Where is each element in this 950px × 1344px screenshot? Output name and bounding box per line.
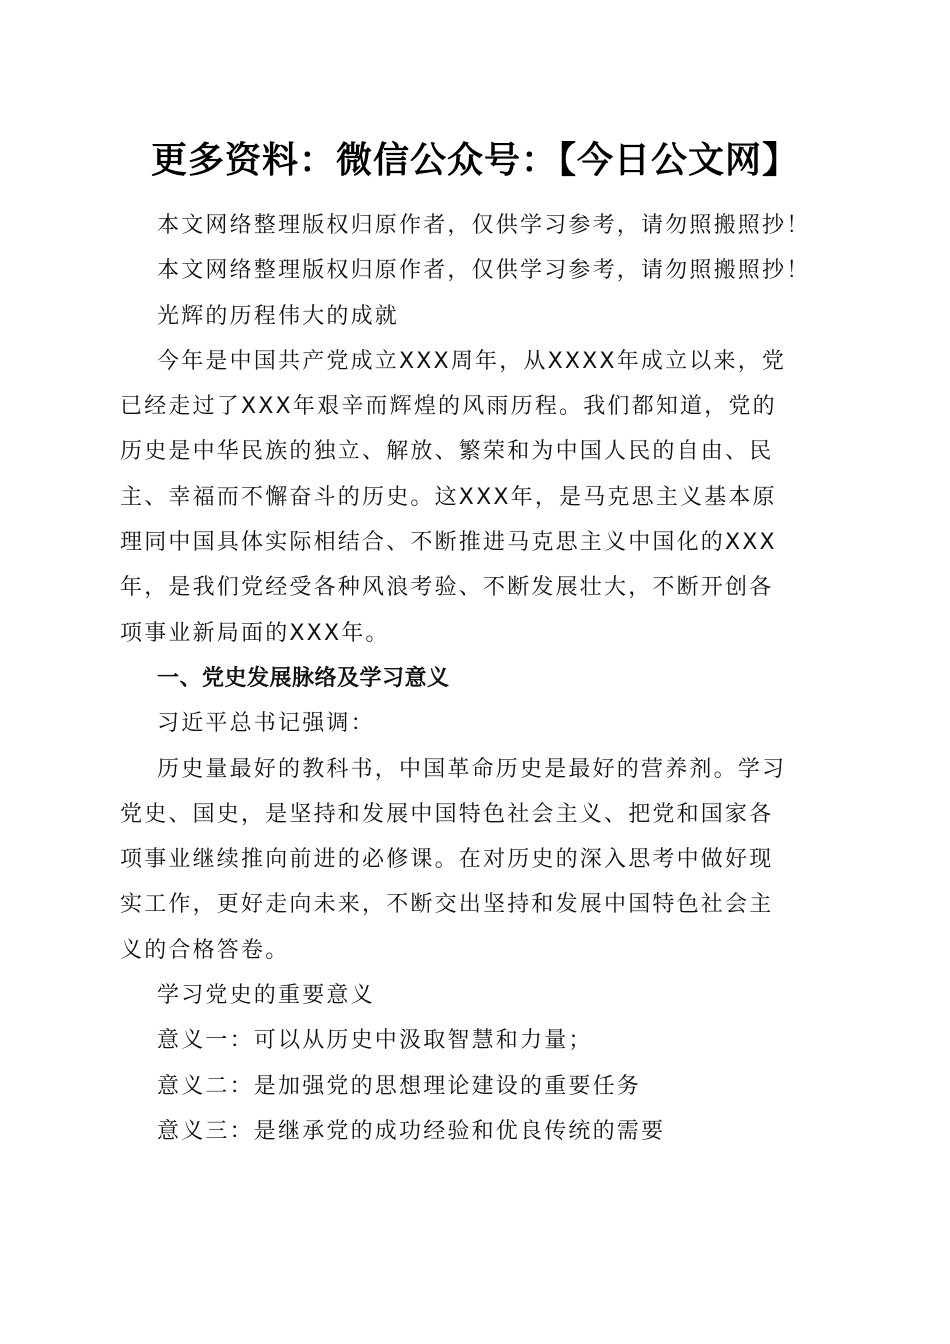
paragraph-line: 年，是我们党经受各种风浪考验、不断发展壮大，不断开创各	[120, 575, 774, 601]
paragraph-line: 实工作，更好走向未来，不断交出坚持和发展中国特色社会主	[120, 892, 774, 918]
copyright-notice: 本文网络整理版权归原作者，仅供学习参考，请勿照搬照抄！	[157, 258, 811, 284]
subsection-label: 学习党史的重要意义	[157, 983, 375, 1009]
paragraph-line: 已经走过了XXX年艰辛而辉煌的风雨历程。我们都知道，党的	[120, 394, 777, 420]
paragraph-line: 习近平总书记强调：	[157, 711, 375, 737]
paragraph-line: 项事业继续推向前进的必修课。在对历史的深入思考中做好现	[120, 847, 774, 873]
paragraph-line: 历史量最好的教科书，中国革命历史是最好的营养剂。学习	[157, 756, 787, 782]
paragraph-line: 理同中国具体实际相结合、不断推进马克思主义中国化的XXX	[120, 530, 777, 556]
paragraph-line: 今年是中国共产党成立XXX周年，从XXXX年成立以来，党	[157, 348, 787, 374]
paragraph-line: 义的合格答卷。	[120, 937, 290, 963]
document-body	[120, 203, 832, 1154]
paragraph-line: 项事业新局面的XXX年。	[120, 620, 390, 646]
paragraph-line: 党史、国史，是坚持和发展中国特色社会主义、把党和国家各	[120, 801, 774, 827]
section-heading: 一、党史发展脉络及学习意义	[157, 665, 450, 691]
article-subtitle: 光辉的历程伟大的成就	[157, 303, 400, 329]
document-title: 更多资料：微信公众号：【今日公文网】	[150, 139, 799, 181]
paragraph-line: 主、幸福而不懈奋斗的历史。这XXX年，是马克思主义基本原	[120, 484, 777, 510]
copyright-notice: 本文网络整理版权归原作者，仅供学习参考，请勿照搬照抄！	[157, 213, 811, 238]
list-item: 意义一：可以从历史中汲取智慧和力量；	[157, 1028, 593, 1054]
list-item: 意义三：是继承党的成功经验和优良传统的需要	[157, 1118, 666, 1144]
paragraph-line: 历史是中华民族的独立、解放、繁荣和为中国人民的自由、民	[120, 439, 774, 465]
list-item: 意义二：是加强党的思想理论建设的重要任务	[157, 1073, 642, 1099]
